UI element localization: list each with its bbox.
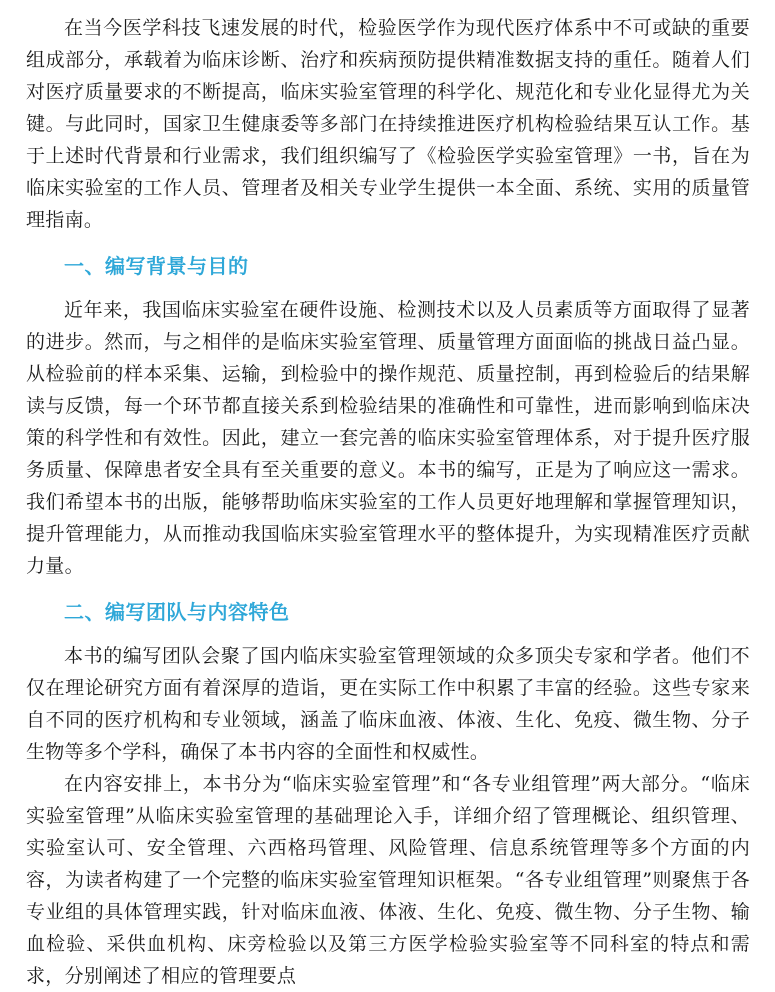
- team-paragraph: 本书的编写团队会聚了国内临床实验室管理领域的众多顶尖专家和学者。他们不仅在理论研究方面有着深厚的造诣，更在实际工作中积累了丰富的经验。这些专家来自不同的医疗机构和专业领域，涵盖了临床血液、体液、生化、免疫、微生物、分子生物等多个学科，确保了本书内容的全面性和权威性。: [26, 645, 750, 763]
- background-paragraph: 近年来，我国临床实验室在硬件设施、检测技术以及人员素质等方面取得了显著的进步。然而，与之相伴的是临床实验室管理、质量管理方面面临的挑战日益凸显。从检验前的样本采集、运输，到检验中的操作规范、质量控制，再到检验后的结果解读与反馈，每一个环节都直接关系到检验结果的准确性和可靠性，进而影响到临床决策的科学性和有效性。因此，建立一套完善的临床实验室管理体系，对于提升医疗服务质量、保障患者安全具有至关重要的意义。本书的编写，正是为了响应这一需求。我们希望本书的出版，能够帮助临床实验室的工作人员更好地理解和掌握管理知识，提升管理能力，从而推动我国临床实验室管理水平的整体提升，为实现精准医疗贡献力量。: [26, 299, 750, 577]
- section-heading-background-purpose: 一、编写背景与目的: [64, 254, 249, 278]
- intro-paragraph: 在当今医学科技飞速发展的时代，检验医学作为现代医疗体系中不可或缺的重要组成部分，承载着为临床诊断、治疗和疾病预防提供精准数据支持的重任。随着人们对医疗质量要求的不断提高，临床实验室管理的科学化、规范化和专业化显得尤为关键。与此同时，国家卫生健康委等多部门在持续推进医疗机构检验结果互认工作。基于上述时代背景和行业需求，我们组织编写了《检验医学实验室管理》一书，旨在为临床实验室的工作人员、管理者及相关专业学生提供一本全面、系统、实用的质量管理指南。: [26, 17, 750, 231]
- document-page: [26, 12, 750, 992]
- content-paragraph: 在内容安排上，本书分为“临床实验室管理”和“各专业组管理”两大部分。“临床实验室管理”从临床实验室管理的基础理论入手，详细介绍了管理概论、组织管理、实验室认可、安全管理、六西格玛管理、风险管理、信息系统管理等多个方面的内容，为读者构建了一个完整的临床实验室管理知识框架。“各专业组管理”则聚焦于各专业组的具体管理实践，针对临床血液、体液、生化、免疫、微生物、分子生物、输血检验、采供血机构、床旁检验以及第三方医学检验实验室等不同科室的特点和需求，分别阐述了相应的管理要点: [26, 773, 750, 987]
- section-heading-team-features: 二、编写团队与内容特色: [64, 600, 290, 624]
